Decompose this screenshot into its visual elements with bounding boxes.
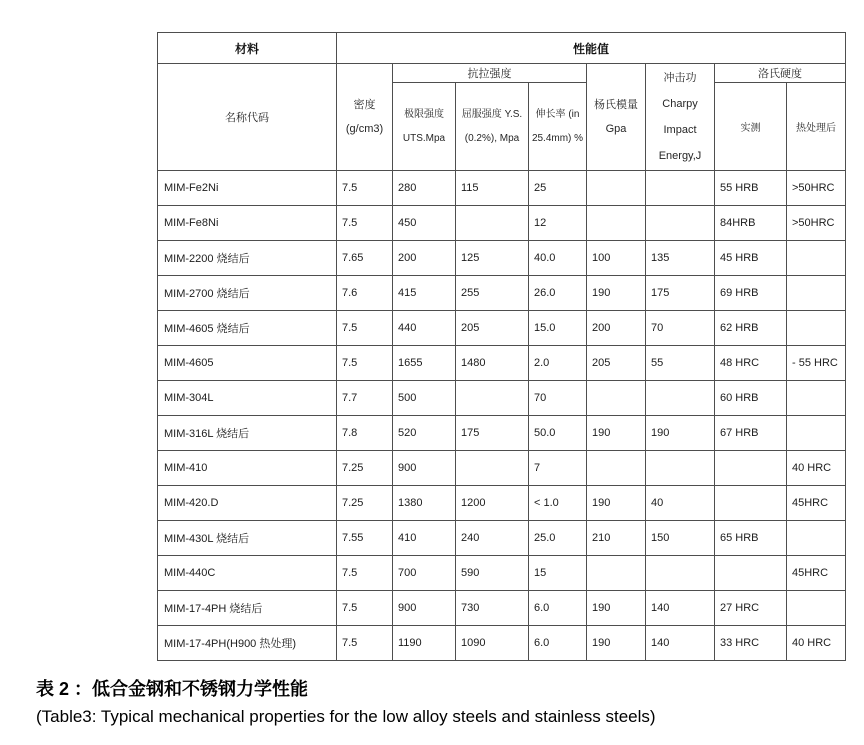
elongation-cell: 26.0 [529,276,587,311]
charpy-cell [646,451,715,486]
header-yield-strength [456,83,529,171]
ys-cell: 115 [456,171,529,206]
header-ys-line2: (0.2%), Mpa [464,132,520,144]
elongation-cell: < 1.0 [529,486,587,521]
ys-cell: 590 [456,556,529,591]
table-row-2700 [158,276,846,311]
ys-cell [456,451,529,486]
ys-cell: 125 [456,241,529,276]
density-cell: 7.5 [337,591,393,626]
modulus-cell: 100 [587,241,646,276]
density-cell: 7.7 [337,381,393,416]
charpy-cell: 70 [646,311,715,346]
header-youngs-modulus [587,64,646,171]
uts-cell: 1190 [393,626,456,661]
elongation-cell: 25 [529,171,587,206]
ys-cell: 255 [456,276,529,311]
header-rockwell-group: 洛氏硬度 [715,64,846,83]
charpy-cell: 55 [646,346,715,381]
density-cell: 7.55 [337,521,393,556]
table-row-420 [158,486,846,521]
table-caption [36,676,656,730]
material-name-cell: MIM-304L [158,381,337,416]
elongation-cell: 15.0 [529,311,587,346]
header-material: 材料 [158,33,337,64]
modulus-cell: 210 [587,521,646,556]
hardness-ht-cell [787,521,846,556]
header-tensile-group: 抗拉强度 [393,64,587,83]
material-name-cell: MIM-17-4PH(H900 热处理) [158,626,337,661]
caption-chinese: 表 2 ：低合金钢和不锈钢力学性能 [36,679,309,699]
elongation-cell: 50.0 [529,416,587,451]
hardness-measured-cell: 84HRB [715,206,787,241]
table-row-316l [158,416,846,451]
elongation-cell: 70 [529,381,587,416]
header-modulus-line1: 杨氏模量 [594,99,638,111]
modulus-cell: 190 [587,276,646,311]
modulus-cell: 205 [587,346,646,381]
uts-cell: 450 [393,206,456,241]
charpy-cell: 135 [646,241,715,276]
hardness-measured-cell [715,556,787,591]
table-row-4605 [158,346,846,381]
hardness-ht-cell [787,311,846,346]
uts-cell: 500 [393,381,456,416]
hardness-ht-cell: >50HRC [787,206,846,241]
uts-cell: 280 [393,171,456,206]
charpy-cell: 140 [646,591,715,626]
hardness-ht-cell: 40 HRC [787,626,846,661]
density-cell: 7.65 [337,241,393,276]
uts-cell: 700 [393,556,456,591]
elongation-cell: 6.0 [529,591,587,626]
header-charpy-line3: Impact [663,124,697,136]
uts-cell: 200 [393,241,456,276]
material-name-cell: MIM-Fe8Ni [158,206,337,241]
table-row-4605-sintered [158,311,846,346]
hardness-measured-cell [715,451,787,486]
hardness-ht-cell [787,381,846,416]
header-charpy-impact [646,64,715,171]
header-ys-line1: 屈服强度 Y.S. [461,108,523,120]
material-name-cell: MIM-Fe2Ni [158,171,337,206]
header-uts [393,83,456,171]
material-name-cell: MIM-17-4PH 烧结后 [158,591,337,626]
header-name-code: 名称代码 [158,64,337,171]
table-row-2200 [158,241,846,276]
ys-cell: 1480 [456,346,529,381]
material-name-cell: MIM-316L 烧结后 [158,416,337,451]
ys-cell [456,206,529,241]
density-cell: 7.6 [337,276,393,311]
modulus-cell [587,556,646,591]
elongation-cell: 7 [529,451,587,486]
hardness-ht-cell [787,276,846,311]
hardness-measured-cell: 55 HRB [715,171,787,206]
charpy-cell: 190 [646,416,715,451]
ys-cell: 1090 [456,626,529,661]
header-density-line1: 密度 [353,99,376,111]
charpy-cell [646,556,715,591]
modulus-cell [587,206,646,241]
table-row-fe2ni [158,171,846,206]
density-cell: 7.25 [337,451,393,486]
hardness-measured-cell: 45 HRB [715,241,787,276]
density-cell: 7.5 [337,206,393,241]
header-rockwell-heat-treated: 热处理后 [787,83,846,171]
hardness-measured-cell: 48 HRC [715,346,787,381]
hardness-measured-cell: 33 HRC [715,626,787,661]
header-rockwell-measured: 实测 [715,83,787,171]
header-uts-line1: 极限强度 [404,108,444,120]
modulus-cell [587,451,646,486]
material-name-cell: MIM-4605 烧结后 [158,311,337,346]
table-row-304l [158,381,846,416]
modulus-cell: 190 [587,591,646,626]
modulus-cell: 190 [587,626,646,661]
hardness-measured-cell [715,486,787,521]
uts-cell: 440 [393,311,456,346]
header-elongation-line1: 伸长率 (in [535,108,580,120]
density-cell: 7.5 [337,171,393,206]
modulus-cell [587,171,646,206]
modulus-cell [587,381,646,416]
material-name-cell: MIM-2700 烧结后 [158,276,337,311]
material-name-cell: MIM-420.D [158,486,337,521]
caption-english: (Table3: Typical mechanical properties for the low alloy steels and stainless steels) [36,707,656,726]
modulus-cell: 200 [587,311,646,346]
charpy-cell: 40 [646,486,715,521]
uts-cell: 410 [393,521,456,556]
modulus-cell: 190 [587,416,646,451]
ys-cell: 730 [456,591,529,626]
table-row-17-4ph-sintered [158,591,846,626]
density-cell: 7.5 [337,556,393,591]
elongation-cell: 40.0 [529,241,587,276]
uts-cell: 1655 [393,346,456,381]
table-row-430l [158,521,846,556]
header-elongation [529,83,587,171]
material-name-cell: MIM-4605 [158,346,337,381]
header-charpy-line1: 冲击功 [663,72,697,84]
table-row-17-4ph-h900 [158,626,846,661]
density-cell: 7.5 [337,626,393,661]
header-modulus-line2: Gpa [605,123,627,135]
ys-cell [456,381,529,416]
charpy-cell [646,171,715,206]
ys-cell: 240 [456,521,529,556]
hardness-ht-cell: 40 HRC [787,451,846,486]
charpy-cell: 140 [646,626,715,661]
uts-cell: 520 [393,416,456,451]
header-charpy-line4: Energy,J [658,150,702,162]
ys-cell: 175 [456,416,529,451]
hardness-measured-cell: 60 HRB [715,381,787,416]
density-cell: 7.5 [337,346,393,381]
header-uts-line2: UTS.Mpa [402,132,446,144]
header-density-line2: (g/cm3) [345,123,384,135]
header-density [337,64,393,171]
header-row-groups [158,64,846,83]
material-name-cell: MIM-410 [158,451,337,486]
header-performance-value: 性能值 [337,33,846,64]
uts-cell: 1380 [393,486,456,521]
hardness-ht-cell: - 55 HRC [787,346,846,381]
table-row-fe8ni [158,206,846,241]
elongation-cell: 15 [529,556,587,591]
density-cell: 7.5 [337,311,393,346]
hardness-ht-cell [787,416,846,451]
ys-cell: 1200 [456,486,529,521]
elongation-cell: 2.0 [529,346,587,381]
hardness-ht-cell: >50HRC [787,171,846,206]
ys-cell: 205 [456,311,529,346]
uts-cell: 900 [393,451,456,486]
header-charpy-line2: Charpy [662,98,698,110]
density-cell: 7.25 [337,486,393,521]
charpy-cell [646,381,715,416]
hardness-ht-cell: 45HRC [787,556,846,591]
hardness-ht-cell [787,591,846,626]
charpy-cell: 150 [646,521,715,556]
charpy-cell [646,206,715,241]
material-name-cell: MIM-440C [158,556,337,591]
hardness-measured-cell: 69 HRB [715,276,787,311]
header-elongation-line2: 25.4mm) % [531,132,584,144]
hardness-measured-cell: 65 HRB [715,521,787,556]
hardness-ht-cell: 45HRC [787,486,846,521]
table-row-410 [158,451,846,486]
material-name-cell: MIM-430L 烧结后 [158,521,337,556]
uts-cell: 415 [393,276,456,311]
density-cell: 7.8 [337,416,393,451]
table-row-440c [158,556,846,591]
header-row-top [158,33,846,64]
material-name-cell: MIM-2200 烧结后 [158,241,337,276]
hardness-measured-cell: 67 HRB [715,416,787,451]
charpy-cell: 175 [646,276,715,311]
modulus-cell: 190 [587,486,646,521]
hardness-ht-cell [787,241,846,276]
elongation-cell: 6.0 [529,626,587,661]
hardness-measured-cell: 62 HRB [715,311,787,346]
uts-cell: 900 [393,591,456,626]
mechanical-properties-table [157,32,846,661]
elongation-cell: 25.0 [529,521,587,556]
elongation-cell: 12 [529,206,587,241]
hardness-measured-cell: 27 HRC [715,591,787,626]
